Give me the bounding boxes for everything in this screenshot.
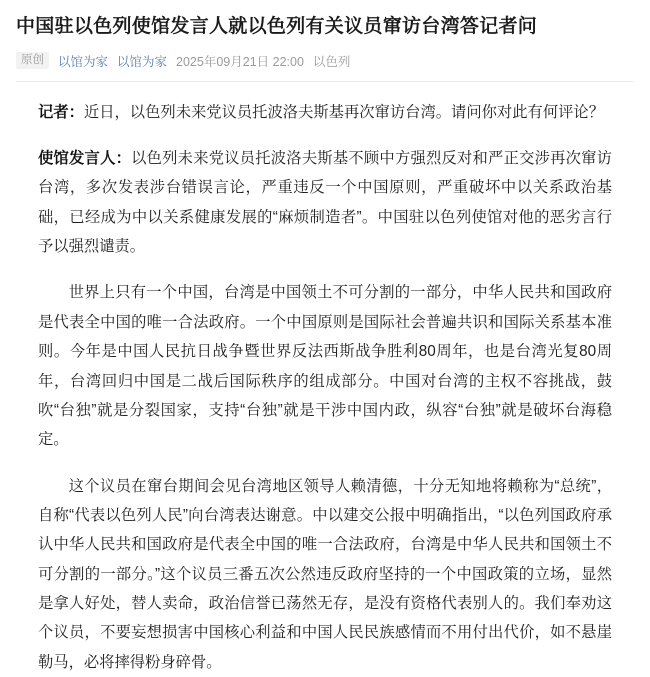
source-link[interactable]: 以馆为家	[58, 54, 109, 69]
paragraph-text: 近日，以色列未来党议员托波洛夫斯基再次窜访台湾。请问你对此有何评论？	[83, 103, 605, 121]
paragraph-text: 世界上只有一个中国，台湾是中国领土不可分割的一部分，中华人民共和国政府是代表全中国的唯一合法政府。一个中国原则是国际社会普遍共识和国际关系基本准则。今年是中国人民抗日战争暨世界反法西斯战争胜利80周年，也是台湾光复80周年，台湾回归中国是二战后国际秩序的组成部分。中国对台湾的主权不容挑战，鼓吹“台独”就是分裂国家，支持“台独”就是干涉中国内政，纵容“台独”就是破坏台海稳定。	[38, 284, 612, 449]
paragraph-one-china	[38, 278, 612, 454]
paragraph-criticism	[38, 472, 612, 677]
paragraph-text: 这个议员在窜台期间会见台湾地区领导人赖清德，十分无知地将赖称为“总统”，自称“代表以色列人民”向台湾表达谢意。中以建交公报中明确指出，“以色列国政府承认中华人民共和国政府是代表全中国的唯一合法政府，台湾是中华人民共和国领土不可分割的一部分。”这个议员三番五次公然违反政府坚持的一个中国政策的立场，显然是拿人好处，替人卖命，政治信誉已荡然无存，是没有资格代表别人的。我们奉劝这个议员，不要妄想损害中国核心利益和中国人民民族感情而不用付出代价，如不悬崖勒马，必将摔得粉身碎骨。	[38, 477, 612, 671]
paragraph-question	[38, 98, 612, 127]
paragraph-answer	[38, 144, 612, 261]
publish-timestamp: 2025年09月21日 22:00	[176, 54, 304, 69]
original-badge: 原创	[16, 52, 49, 70]
page-title: 中国驻以色列使馆发言人就以色列有关议员窜访台湾答记者问	[16, 16, 538, 37]
source-account-link[interactable]: 以馆为家	[117, 54, 168, 69]
speaker-label-spokesperson: 使馆发言人：	[38, 150, 132, 167]
paragraph-text: 以色列未来党议员托波洛夫斯基不顾中方强烈反对和严正交涉再次窜访台湾，多次发表涉台错误言论，严重违反一个中国原则，严重破坏中以关系政治基础，已经成为中以关系健康发展的“麻烦制造者”。中国驻以色列使馆对他的恶劣言行予以强烈谴责。	[38, 150, 612, 256]
article-meta	[16, 52, 634, 82]
publish-location: 以色列	[312, 54, 351, 69]
article-body	[16, 82, 634, 677]
speaker-label-reporter: 记者：	[38, 103, 84, 121]
